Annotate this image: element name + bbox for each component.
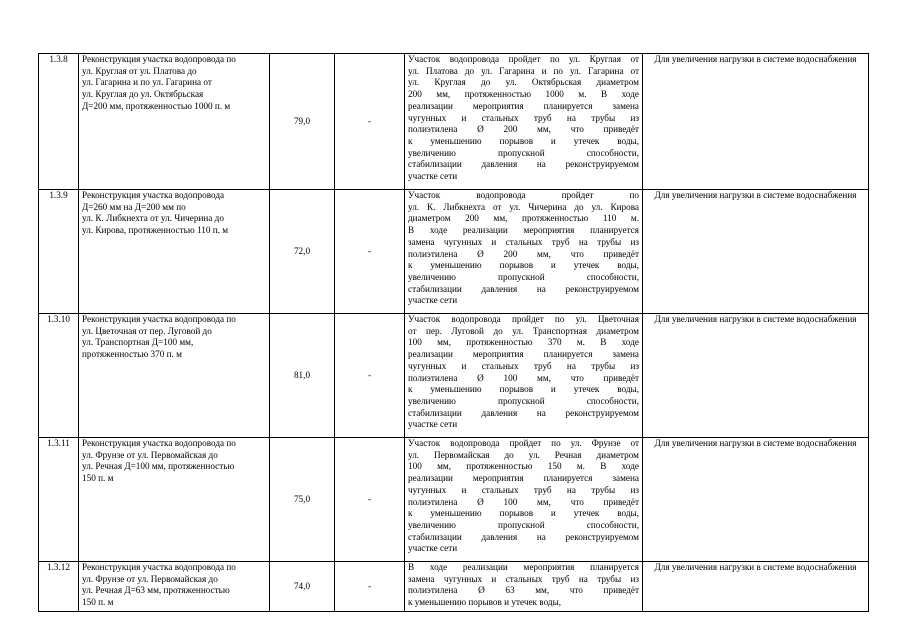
measure-cost: 75,0 [270,438,335,562]
table-row [39,438,869,562]
measure-name-line: ул. Речная Д=100 мм, протяженностью [82,461,235,472]
measure-description-line: диаметром 200 мм, протяженностью 110 м. [408,213,639,224]
measure-description-line: ул. Платова до ул. Гагарина и по ул. Гагарина от [408,65,639,76]
measure-description-line: Участок водопровода пройдет по ул. Круглая от [408,54,639,64]
measure-description-line: увеличению пропускной способности, [408,519,639,530]
measure-empty-value: - [335,562,405,612]
table-row [39,190,869,314]
measure-cost: 74,0 [270,562,335,612]
measure-name-line: протяженностью 370 п. м [82,349,182,360]
measure-number: 1.3.11 [39,438,79,562]
measure-description-line: Участок водопровода пройдет по ул. Фрунзе от [408,438,639,448]
measure-purpose: Для увеличения нагрузки в системе водоснабжения [643,438,869,562]
measure-name [79,562,270,612]
measure-purpose: Для увеличения нагрузки в системе водоснабжения [643,314,869,438]
measure-empty-value: - [335,314,405,438]
measure-description-line: к уменьшению порывов и утечек воды, [408,384,639,395]
measure-description-line: реализации мероприятия планируется замена [408,473,639,484]
measure-name-line: Реконструкция участка водопровода по [82,314,236,324]
measure-description-line: ул. Первомайская до ул. Речная диаметром [408,449,639,460]
measure-description [405,438,643,562]
measure-number: 1.3.9 [39,190,79,314]
measure-number: 1.3.8 [39,54,79,190]
measure-description-line: стабилизации давления на реконструируемом [408,159,639,170]
measure-description-line: участке сети [408,419,458,430]
measure-purpose: Для увеличения нагрузки в системе водоснабжения [643,54,869,190]
measure-name-line: ул. Фрунзе от ул. Первомайская до [82,449,218,460]
measure-description-line: участке сети [408,171,458,182]
measure-name [79,54,270,190]
measure-description-line: участке сети [408,543,458,554]
measure-name-line: Реконструкция участка водопровода по [82,54,236,64]
measure-purpose: Для увеличения нагрузки в системе водоснабжения [643,562,869,612]
measure-description-line: реализации мероприятия планируется замена [408,349,639,360]
measure-description-line: участке сети [408,295,458,306]
measure-name-line: 150 п. м [82,597,114,608]
measure-cost: 79,0 [270,54,335,190]
measure-description-line: полиэтилена Ø 100 мм, что приведёт [408,372,639,383]
measure-number: 1.3.10 [39,314,79,438]
measure-name-line: ул. Транспортная Д=100 мм, [82,337,194,348]
measure-empty-value: - [335,54,405,190]
table-row [39,54,869,190]
measure-description-line: В ходе реализации мероприятия планируется [408,562,639,572]
measure-name-line: ул. К. Либкнехта от ул. Чичерина до [82,213,224,224]
measure-description-line: стабилизации давления на реконструируемом [408,283,639,294]
measures-table-body [39,54,869,612]
measure-description-line: чугунных и стальных труб на трубы из [408,360,639,371]
measure-description-line: полиэтилена Ø 200 мм, что приведёт [408,124,639,135]
measure-description-line: к уменьшению порывов и утечек воды, [408,597,562,608]
measure-description-line: чугунных и стальных труб на трубы из [408,484,639,495]
measure-description [405,190,643,314]
measure-description-line: к уменьшению порывов и утечек воды, [408,508,639,519]
measure-name-line: ул. Кирова, протяженностью 110 п. м [82,225,229,236]
measure-description-line: стабилизации давления на реконструируемом [408,407,639,418]
measure-empty-value: - [335,438,405,562]
measure-description-line: полиэтилена Ø 63 мм, что приведёт [408,585,639,596]
measure-name-line: ул. Круглая до ул. Октябрьская [82,89,204,100]
measure-description [405,54,643,190]
measure-description-line: к уменьшению порывов и утечек воды, [408,135,639,146]
measure-name-line: ул. Цветочная от пер. Луговой до [82,325,212,336]
measure-empty-value: - [335,190,405,314]
measure-name-line: ул. Гагарина и по ул. Гагарина от [82,77,212,88]
measure-description-line: реализации мероприятия планируется замена [408,100,639,111]
measure-name-line: Д=200 мм, протяженностью 1000 п. м [82,100,231,111]
table-row [39,314,869,438]
measure-cost: 72,0 [270,190,335,314]
measure-description-line: увеличению пропускной способности, [408,395,639,406]
table-row [39,562,869,612]
measure-description-line: 100 мм, протяженностью 370 м. В ходе [408,337,639,348]
measure-name [79,190,270,314]
measure-description-line: к уменьшению порывов и утечек воды, [408,260,639,271]
measure-name-line: ул. Круглая от ул. Платова до [82,65,197,76]
measure-name-line: 150 п. м [82,473,114,484]
measure-description-line: Участок водопровода пройдет по ул. Цветочная [408,314,639,324]
measure-description-line: увеличению пропускной способности, [408,271,639,282]
measure-description-line: полиэтилена Ø 100 мм, что приведёт [408,496,639,507]
measure-description-line: замена чугунных и стальных труб на трубы из [408,236,639,247]
measure-description-line: чугунных и стальных труб на трубы из [408,112,639,123]
measure-description-line: ул. К. Либкнехта от ул. Чичерина до ул. Кирова [408,201,639,212]
measure-description-line: увеличению пропускной способности, [408,147,639,158]
measure-name-line: Реконструкция участка водопровода [82,190,225,200]
measure-description-line: ул. Круглая до ул. Октябрьская диаметром [408,77,639,88]
measure-description-line: В ходе реализации мероприятия планируется [408,225,639,236]
measure-name-line: Реконструкция участка водопровода по [82,438,236,448]
measure-name-line: ул. Речная Д=63 мм, протяженностью [82,585,230,596]
measure-name-line: ул. Фрунзе от ул. Первомайская до [82,573,218,584]
measure-description [405,562,643,612]
measure-description-line: стабилизации давления на реконструируемом [408,531,639,542]
measure-name-line: Реконструкция участка водопровода по [82,562,236,572]
measure-purpose: Для увеличения нагрузки в системе водоснабжения [643,190,869,314]
measure-description-line: 100 мм, протяженностью 150 м. В ходе [408,461,639,472]
measure-name [79,438,270,562]
measures-table [38,53,869,612]
measure-description [405,314,643,438]
measure-description-line: Участок водопровода пройдет по [408,190,639,200]
measure-number: 1.3.12 [39,562,79,612]
measure-cost: 81,0 [270,314,335,438]
measure-name-line: Д=260 мм на Д=200 мм по [82,201,186,212]
measure-name [79,314,270,438]
measure-description-line: 200 мм, протяженностью 1000 м. В ходе [408,89,639,100]
measure-description-line: замена чугунных и стальных труб на трубы из [408,573,639,584]
measure-description-line: полиэтилена Ø 200 мм, что приведёт [408,248,639,259]
measure-description-line: от пер. Луговой до ул. Транспортная диаметром [408,325,639,336]
